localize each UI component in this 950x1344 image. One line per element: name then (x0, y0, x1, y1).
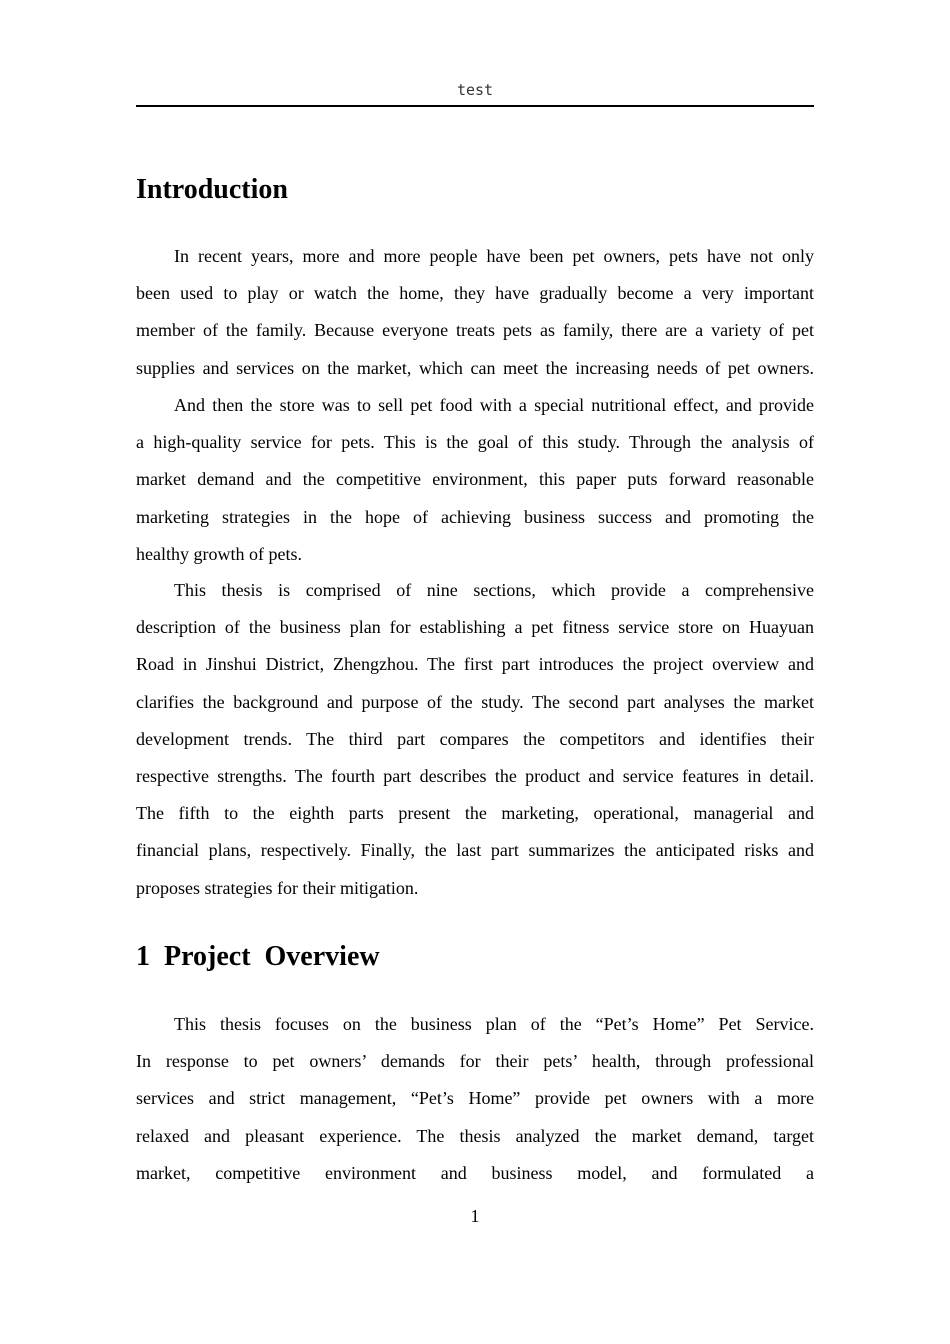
text-line: proposes strategies for their mitigation. (136, 877, 419, 898)
text-line: This thesis focuses on the business plan of the “Pet’s Home” Pet Service. (174, 1014, 814, 1034)
text-line: healthy growth of pets. (136, 543, 302, 564)
text-line: been used to play or watch the home, they have gradually become a very important (136, 283, 814, 304)
text-line: And then the store was to sell pet food with a special nutritional effect, and provide (174, 395, 814, 415)
text-line: financial plans, respectively. Finally, the last part summarizes the anticipated risks and (136, 840, 814, 861)
text-line: market demand and the competitive environment, this paper puts forward reasonable (136, 469, 814, 490)
text-line: relaxed and pleasant experience. The thesis analyzed the market demand, target (136, 1125, 814, 1146)
intro-paragraph-1 (136, 244, 814, 393)
text-line: In recent years, more and more people have been pet owners, pets have not only (174, 246, 814, 266)
text-line: respective strengths. The fourth part describes the product and service features in detail. (136, 765, 814, 786)
section-heading-project-overview: 1 Project Overview (136, 941, 380, 972)
header-rule (136, 105, 814, 107)
text-line: development trends. The third part compares the competitors and identifies their (136, 728, 814, 749)
overview-paragraph-1 (136, 1012, 814, 1198)
text-line: marketing strategies in the hope of achieving business success and promoting the (136, 506, 814, 527)
text-line: The fifth to the eighth parts present the marketing, operational, managerial and (136, 803, 814, 824)
text-line: supplies and services on the market, which can meet the increasing needs of pet owners. (136, 357, 814, 378)
page-number: 1 (470, 1206, 480, 1226)
intro-paragraph-3 (136, 578, 814, 913)
text-line: services and strict management, “Pet’s Home” provide pet owners with a more (136, 1088, 814, 1109)
text-line: clarifies the background and purpose of the study. The second part analyses the market (136, 691, 814, 712)
text-line: description of the business plan for establishing a pet fitness service store on Huayuan (136, 617, 814, 638)
intro-paragraph-2 (136, 393, 814, 579)
text-line: This thesis is comprised of nine sections, which provide a comprehensive (174, 580, 814, 600)
text-line: a high-quality service for pets. This is the goal of this study. Through the analysis of (136, 432, 814, 453)
text-line: member of the family. Because everyone treats pets as family, there are a variety of pet (136, 320, 814, 341)
section-heading-introduction: Introduction (136, 174, 288, 205)
text-line: market, competitive environment and business model, and formulated a (136, 1162, 814, 1183)
text-line: In response to pet owners’ demands for their pets’ health, through professional (136, 1051, 814, 1072)
text-line: Road in Jinshui District, Zhengzhou. The first part introduces the project overview and (136, 654, 814, 675)
running-header: test (456, 81, 494, 99)
